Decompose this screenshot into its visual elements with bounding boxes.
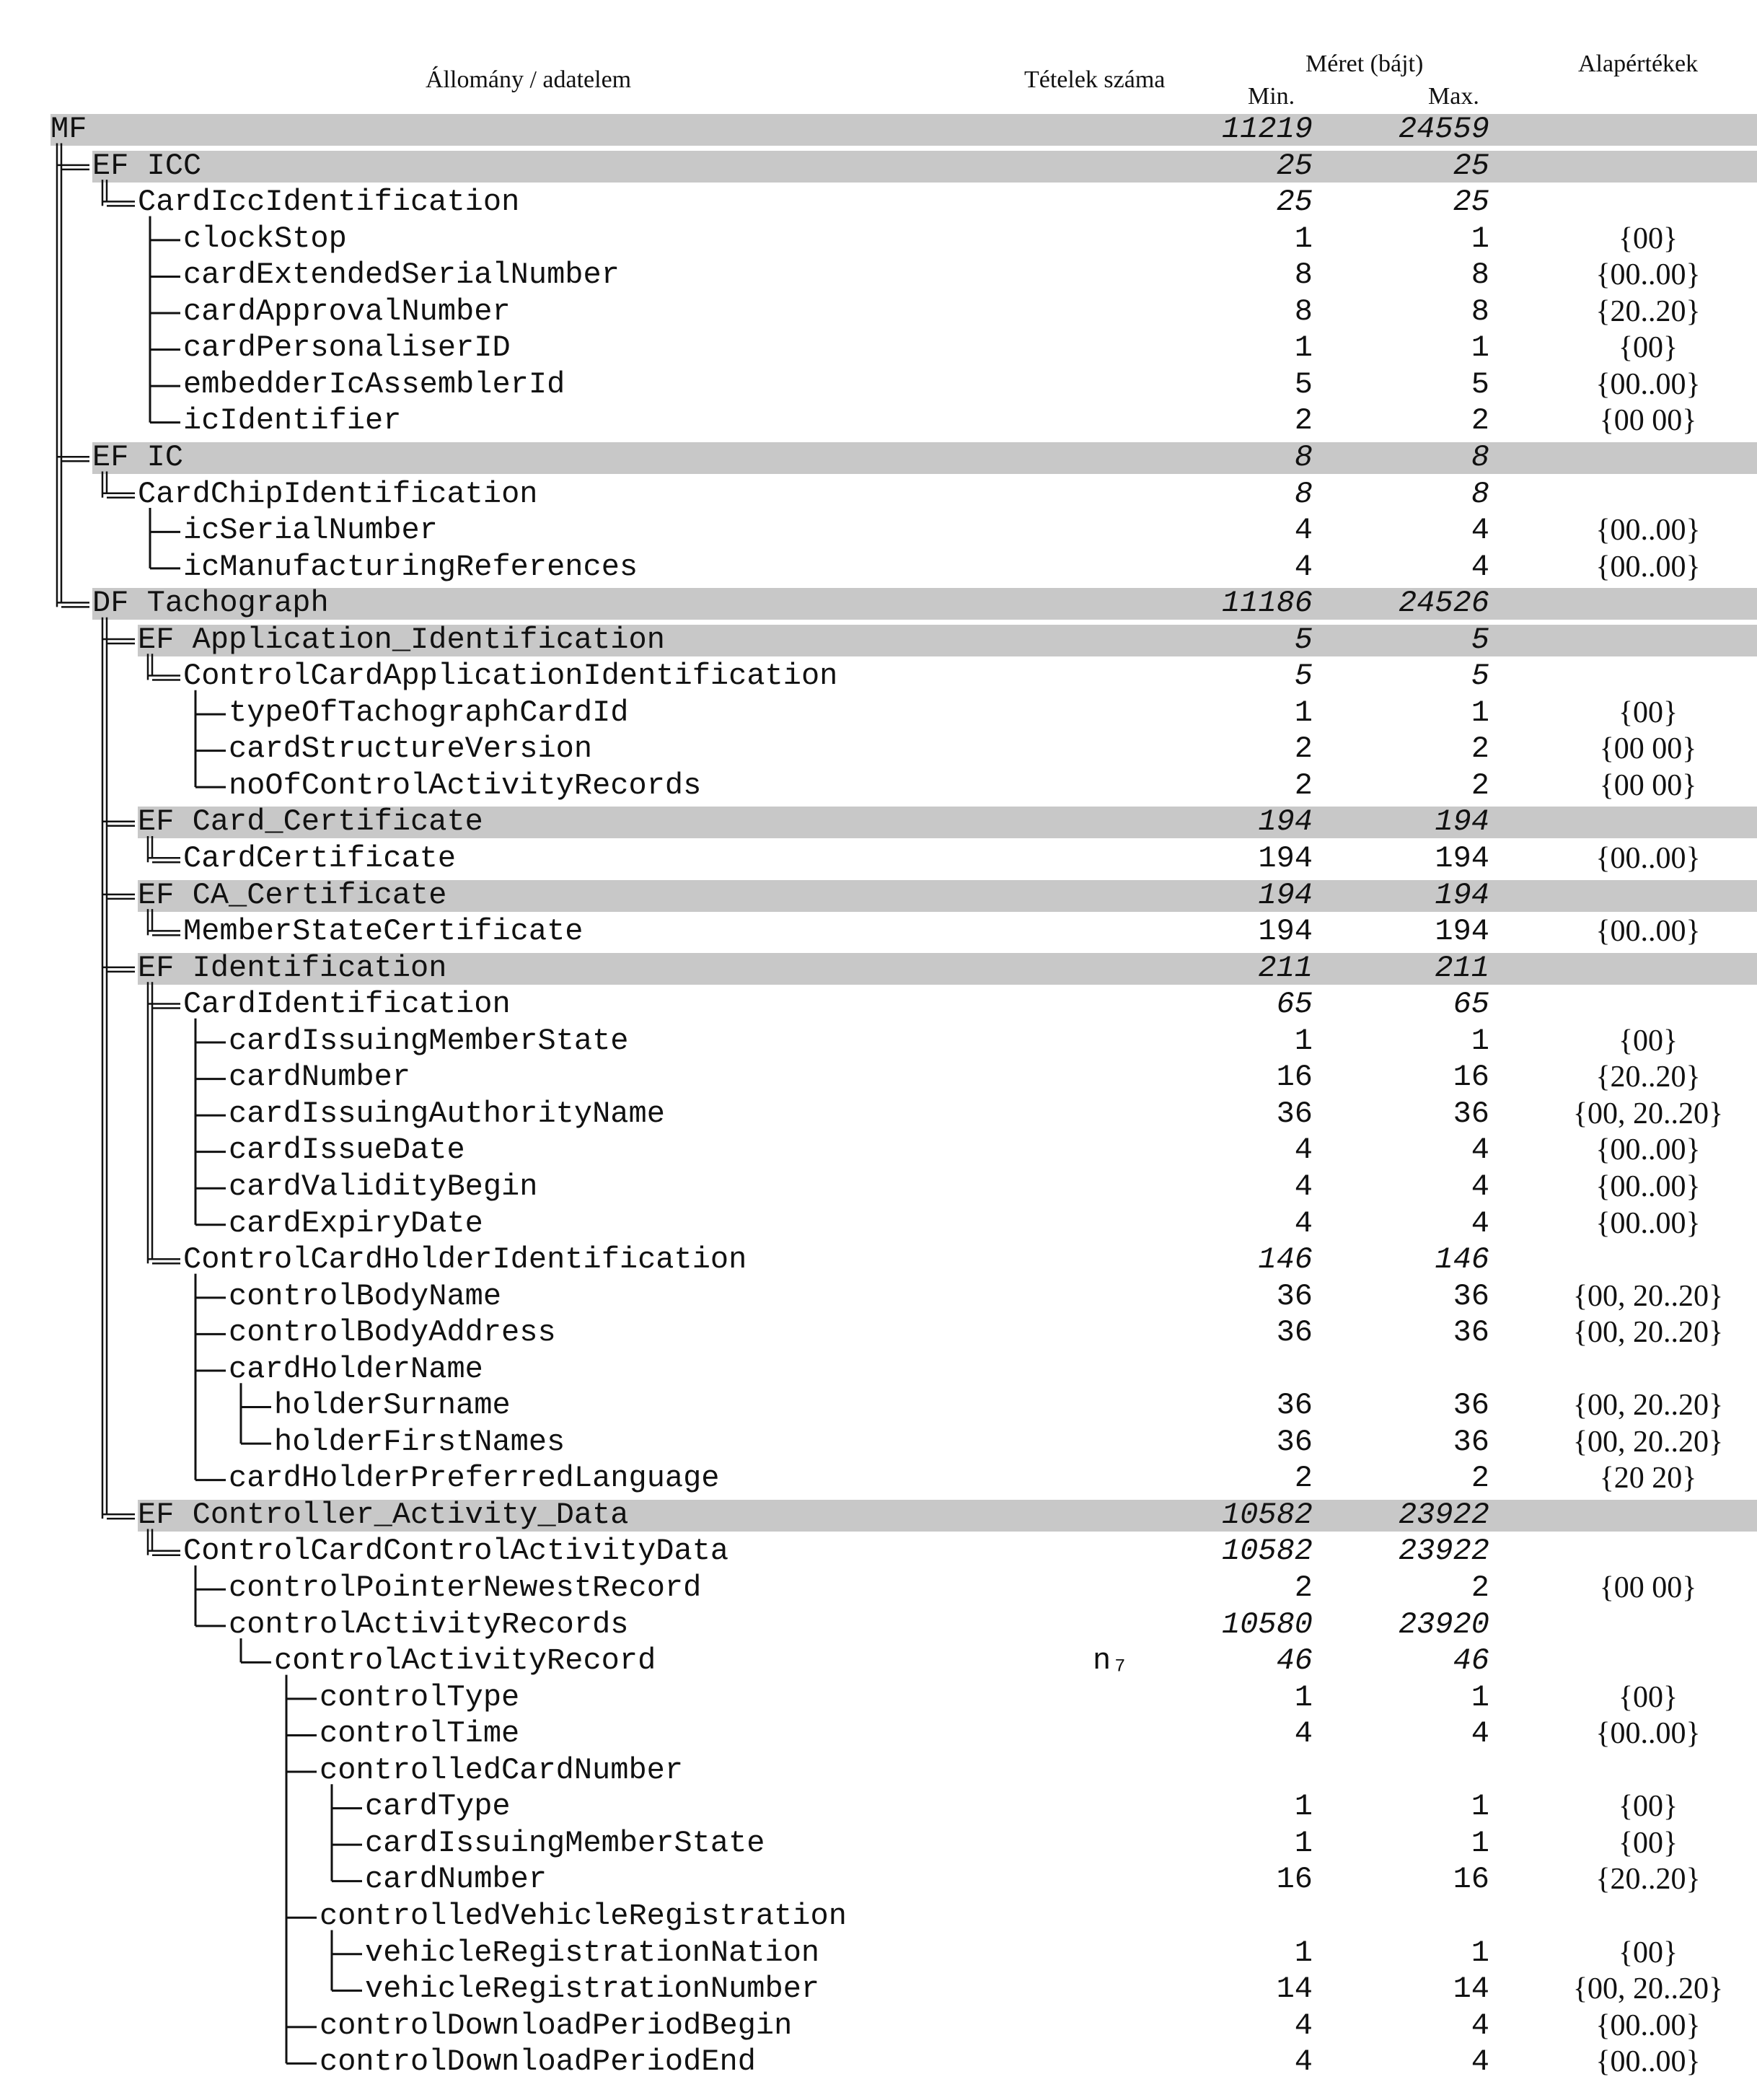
default-value: {00..00} xyxy=(1595,1169,1701,1203)
max-size: 194 xyxy=(1435,914,1489,949)
max-size: 8 xyxy=(1471,476,1489,511)
element-name: cardExpiryDate xyxy=(229,1205,483,1241)
element-name: cardStructureVersion xyxy=(229,732,593,767)
max-size: 4 xyxy=(1471,1133,1489,1168)
max-size: 4 xyxy=(1471,2008,1489,2043)
min-size: 1 xyxy=(1294,1825,1313,1860)
min-size: 8 xyxy=(1294,476,1313,511)
max-size: 1 xyxy=(1471,1789,1489,1824)
min-size: 16 xyxy=(1276,1060,1313,1095)
table-row xyxy=(0,840,1757,877)
min-size: 1 xyxy=(1294,221,1313,256)
element-name: CardIccIdentification xyxy=(138,185,520,220)
min-column-header: Min. xyxy=(1248,83,1295,110)
table-row xyxy=(0,366,1757,403)
table-row xyxy=(0,1351,1757,1387)
default-value: {00, 20..20} xyxy=(1572,1972,1724,2006)
min-size: 25 xyxy=(1276,148,1313,183)
table-row xyxy=(0,439,1757,475)
min-size: 4 xyxy=(1294,2008,1313,2043)
element-name: controlType xyxy=(320,1679,520,1715)
table-row xyxy=(0,512,1757,548)
max-size: 36 xyxy=(1453,1278,1489,1314)
max-size: 4 xyxy=(1471,1205,1489,1241)
element-name: controlledVehicleRegistration xyxy=(320,1898,847,1933)
max-size: 36 xyxy=(1453,1096,1489,1131)
element-name: EF Application_Identification xyxy=(138,622,665,657)
element-name: cardIssueDate xyxy=(229,1133,465,1168)
table-row xyxy=(0,1715,1757,1752)
default-value: {00..00} xyxy=(1595,367,1701,401)
min-size: 25 xyxy=(1276,185,1313,220)
table-row xyxy=(0,695,1757,731)
min-size: 10580 xyxy=(1221,1607,1313,1642)
element-name: vehicleRegistrationNumber xyxy=(365,1972,820,2007)
max-size: 194 xyxy=(1435,841,1489,876)
default-value: {00, 20..20} xyxy=(1572,1097,1724,1130)
min-size: 36 xyxy=(1276,1096,1313,1131)
default-value: {00..00} xyxy=(1595,842,1701,875)
element-name: controlledCardNumber xyxy=(320,1752,684,1788)
min-size: 4 xyxy=(1294,2044,1313,2080)
table-row xyxy=(0,1935,1757,1971)
element-name: ControlCardApplicationIdentification xyxy=(183,659,838,694)
element-name: cardIssuingAuthorityName xyxy=(229,1096,665,1131)
table-row xyxy=(0,1424,1757,1460)
table-row xyxy=(0,1497,1757,1533)
element-name: embedderIcAssemblerId xyxy=(183,366,565,402)
max-size: 194 xyxy=(1435,804,1489,840)
default-value: {00} xyxy=(1618,695,1678,729)
table-row xyxy=(0,768,1757,804)
element-name: CardCertificate xyxy=(183,841,457,876)
table-row xyxy=(0,1242,1757,1278)
min-size: 1 xyxy=(1294,1023,1313,1058)
max-size: 16 xyxy=(1453,1862,1489,1897)
row-highlight xyxy=(92,588,1757,620)
element-name: cardIssuingMemberState xyxy=(365,1825,765,1860)
min-size: 36 xyxy=(1276,1388,1313,1423)
min-size: 2 xyxy=(1294,768,1313,803)
table-row xyxy=(0,294,1757,330)
table-row xyxy=(0,148,1757,184)
file-column-header: Állomány / adatelem xyxy=(426,66,632,93)
max-size: 4 xyxy=(1471,1716,1489,1752)
table-row xyxy=(0,2044,1757,2080)
element-name: controlBodyAddress xyxy=(229,1315,556,1350)
element-name: ControlCardHolderIdentification xyxy=(183,1242,747,1278)
item-count: n₇ xyxy=(1093,1643,1130,1679)
table-row xyxy=(0,476,1757,512)
max-size: 36 xyxy=(1453,1388,1489,1423)
element-name: vehicleRegistrationNation xyxy=(365,1935,820,1970)
max-size: 5 xyxy=(1471,659,1489,694)
element-name: holderSurname xyxy=(274,1388,511,1423)
default-value: {00 00} xyxy=(1599,1571,1697,1604)
max-size: 36 xyxy=(1453,1315,1489,1350)
element-name: controlBodyName xyxy=(229,1278,502,1314)
min-size: 5 xyxy=(1294,622,1313,657)
table-row xyxy=(0,403,1757,439)
max-column-header: Max. xyxy=(1428,83,1479,110)
default-value: {00, 20..20} xyxy=(1572,1279,1724,1313)
max-size: 65 xyxy=(1453,987,1489,1022)
table-row xyxy=(0,986,1757,1022)
max-size: 1 xyxy=(1471,1825,1489,1860)
row-highlight xyxy=(92,151,1757,183)
max-size: 24526 xyxy=(1398,586,1489,621)
table-row xyxy=(0,1570,1757,1606)
max-size: 23922 xyxy=(1398,1534,1489,1569)
min-size: 4 xyxy=(1294,1716,1313,1752)
element-name: cardValidityBegin xyxy=(229,1169,538,1204)
min-size: 46 xyxy=(1276,1643,1313,1679)
max-size: 8 xyxy=(1471,258,1489,293)
element-name: icIdentifier xyxy=(183,403,402,439)
default-value: {00..00} xyxy=(1595,2008,1701,2042)
min-size: 4 xyxy=(1294,513,1313,548)
max-size: 14 xyxy=(1453,1972,1489,2007)
default-value: {00..00} xyxy=(1595,514,1701,548)
element-name: typeOfTachographCardId xyxy=(229,695,629,730)
table-row xyxy=(0,1096,1757,1132)
max-size: 2 xyxy=(1471,403,1489,439)
default-value: {00 00} xyxy=(1599,768,1697,802)
max-size: 24559 xyxy=(1398,112,1489,146)
element-name: EF Identification xyxy=(138,950,447,985)
min-size: 1 xyxy=(1294,1789,1313,1824)
default-value: {20 20} xyxy=(1599,1462,1697,1495)
table-row xyxy=(0,950,1757,986)
max-size: 2 xyxy=(1471,1570,1489,1605)
min-size: 11186 xyxy=(1221,586,1313,621)
table-row xyxy=(0,877,1757,913)
table-row xyxy=(0,1387,1757,1423)
max-size: 25 xyxy=(1453,148,1489,183)
default-value: {20..20} xyxy=(1595,1863,1701,1897)
min-size: 4 xyxy=(1294,549,1313,584)
default-value: {00} xyxy=(1618,1680,1678,1714)
max-size: 1 xyxy=(1471,330,1489,366)
element-name: MF xyxy=(50,112,87,146)
max-size: 4 xyxy=(1471,513,1489,548)
default-value: {00..00} xyxy=(1595,1133,1701,1167)
table-row xyxy=(0,1679,1757,1715)
table-row xyxy=(0,1169,1757,1205)
table-row xyxy=(0,221,1757,257)
max-size: 5 xyxy=(1471,622,1489,657)
max-size: 2 xyxy=(1471,768,1489,803)
element-name: ControlCardControlActivityData xyxy=(183,1534,729,1569)
max-size: 1 xyxy=(1471,695,1489,730)
max-size: 8 xyxy=(1471,294,1489,329)
table-row xyxy=(0,1278,1757,1314)
element-name: holderFirstNames xyxy=(274,1424,565,1459)
element-name: cardPersonaliserID xyxy=(183,330,511,366)
element-name: cardNumber xyxy=(229,1060,411,1095)
element-name: EF ICC xyxy=(92,148,202,183)
default-value: {00} xyxy=(1618,1790,1678,1824)
default-value: {00..00} xyxy=(1595,1206,1701,1240)
min-size: 194 xyxy=(1258,914,1313,949)
max-size: 4 xyxy=(1471,2044,1489,2080)
default-value: {00, 20..20} xyxy=(1572,1389,1724,1423)
element-name: clockStop xyxy=(183,221,347,256)
element-name: cardIssuingMemberState xyxy=(229,1023,629,1058)
element-name: cardType xyxy=(365,1789,511,1824)
max-size: 36 xyxy=(1453,1424,1489,1459)
default-value: {00..00} xyxy=(1595,915,1701,949)
max-size: 23922 xyxy=(1398,1497,1489,1532)
max-size: 4 xyxy=(1471,549,1489,584)
table-row xyxy=(0,1023,1757,1059)
max-size: 8 xyxy=(1471,439,1489,475)
max-size: 194 xyxy=(1435,877,1489,913)
element-name: icSerialNumber xyxy=(183,513,438,548)
min-size: 10582 xyxy=(1221,1534,1313,1569)
min-size: 2 xyxy=(1294,1570,1313,1605)
default-value: {00} xyxy=(1618,1826,1678,1860)
min-size: 194 xyxy=(1258,877,1313,913)
default-value: {00 00} xyxy=(1599,732,1697,766)
min-size: 16 xyxy=(1276,1862,1313,1897)
table-row xyxy=(0,1861,1757,1897)
element-name: EF Controller_Activity_Data xyxy=(138,1497,629,1532)
element-name: noOfControlActivityRecords xyxy=(229,768,702,803)
min-size: 5 xyxy=(1294,366,1313,402)
table-row xyxy=(0,622,1757,658)
element-name: controlDownloadPeriodBegin xyxy=(320,2008,793,2043)
default-value: {00 00} xyxy=(1599,404,1697,438)
row-highlight xyxy=(92,442,1757,474)
table-row xyxy=(0,1533,1757,1569)
element-name: icManufacturingReferences xyxy=(183,549,638,584)
default-value: {00} xyxy=(1618,331,1678,365)
min-size: 194 xyxy=(1258,841,1313,876)
min-size: 4 xyxy=(1294,1169,1313,1204)
table-row xyxy=(0,1059,1757,1095)
element-name: EF IC xyxy=(92,439,184,475)
default-column-header: Alapértékek xyxy=(1578,50,1699,77)
table-row xyxy=(0,549,1757,585)
min-size: 211 xyxy=(1258,950,1313,985)
min-size: 194 xyxy=(1258,804,1313,840)
element-name: controlActivityRecords xyxy=(229,1607,629,1642)
max-size: 211 xyxy=(1435,950,1489,985)
min-size: 1 xyxy=(1294,695,1313,730)
max-size: 146 xyxy=(1435,1242,1489,1278)
element-name: controlActivityRecord xyxy=(274,1643,656,1679)
table-row xyxy=(0,658,1757,694)
min-size: 2 xyxy=(1294,403,1313,439)
table-row xyxy=(0,1132,1757,1168)
table-row xyxy=(0,913,1757,949)
element-name: CardIdentification xyxy=(183,987,511,1022)
min-size: 10582 xyxy=(1221,1497,1313,1532)
table-row xyxy=(0,1752,1757,1788)
min-size: 1 xyxy=(1294,330,1313,366)
min-size: 4 xyxy=(1294,1205,1313,1241)
min-size: 65 xyxy=(1276,987,1313,1022)
max-size: 1 xyxy=(1471,1935,1489,1970)
min-size: 5 xyxy=(1294,659,1313,694)
min-size: 11219 xyxy=(1221,112,1313,146)
element-name: MemberStateCertificate xyxy=(183,914,584,949)
min-size: 8 xyxy=(1294,294,1313,329)
element-name: CardChipIdentification xyxy=(138,476,538,511)
default-value: {20..20} xyxy=(1595,294,1701,328)
default-value: {00} xyxy=(1618,1936,1678,1969)
min-size: 36 xyxy=(1276,1278,1313,1314)
element-name: cardHolderName xyxy=(229,1351,483,1387)
table-row xyxy=(0,257,1757,293)
min-size: 1 xyxy=(1294,1679,1313,1715)
table-row xyxy=(0,1607,1757,1643)
default-value: {00, 20..20} xyxy=(1572,1425,1724,1459)
table-row xyxy=(0,2008,1757,2044)
table-row xyxy=(0,1971,1757,2007)
table-row xyxy=(0,1460,1757,1496)
max-size: 1 xyxy=(1471,221,1489,256)
max-size: 1 xyxy=(1471,1023,1489,1058)
max-size: 23920 xyxy=(1398,1607,1489,1642)
default-value: {00..00} xyxy=(1595,550,1701,584)
table-row xyxy=(0,330,1757,366)
element-name: cardExtendedSerialNumber xyxy=(183,258,620,293)
max-size: 16 xyxy=(1453,1060,1489,1095)
element-name: controlTime xyxy=(320,1716,520,1752)
element-name: DF Tachograph xyxy=(92,586,329,621)
max-size: 5 xyxy=(1471,366,1489,402)
table-row xyxy=(0,1825,1757,1861)
min-size: 36 xyxy=(1276,1315,1313,1350)
table-row xyxy=(0,1205,1757,1242)
element-name: cardNumber xyxy=(365,1862,547,1897)
table-row xyxy=(0,111,1757,147)
default-value: {20..20} xyxy=(1595,1060,1701,1094)
max-size: 2 xyxy=(1471,732,1489,767)
table-row xyxy=(0,184,1757,220)
default-value: {00, 20..20} xyxy=(1572,1316,1724,1350)
min-size: 8 xyxy=(1294,439,1313,475)
max-size: 2 xyxy=(1471,1461,1489,1496)
row-highlight xyxy=(50,114,1757,146)
min-size: 4 xyxy=(1294,1133,1313,1168)
min-size: 1 xyxy=(1294,1935,1313,1970)
default-value: {00} xyxy=(1618,1024,1678,1058)
default-value: {00} xyxy=(1618,221,1678,255)
table-row xyxy=(0,731,1757,767)
default-value: {00..00} xyxy=(1595,1717,1701,1751)
element-name: EF CA_Certificate xyxy=(138,877,447,913)
element-name: cardApprovalNumber xyxy=(183,294,511,329)
table-row xyxy=(0,804,1757,840)
max-size: 46 xyxy=(1453,1643,1489,1679)
size-column-header: Méret (bájt) xyxy=(1305,50,1424,77)
table-row xyxy=(0,585,1757,621)
default-value: {00..00} xyxy=(1595,2045,1701,2079)
table-row xyxy=(0,1314,1757,1350)
default-value: {00..00} xyxy=(1595,258,1701,292)
table-row xyxy=(0,1898,1757,1934)
max-size: 4 xyxy=(1471,1169,1489,1204)
table-row xyxy=(0,1788,1757,1824)
min-size: 8 xyxy=(1294,258,1313,293)
element-name: controlPointerNewestRecord xyxy=(229,1570,702,1605)
min-size: 14 xyxy=(1276,1972,1313,2007)
count-column-header: Tételek száma xyxy=(1024,66,1166,93)
min-size: 2 xyxy=(1294,1461,1313,1496)
element-name: controlDownloadPeriodEnd xyxy=(320,2044,756,2080)
element-name: cardHolderPreferredLanguage xyxy=(229,1461,720,1496)
max-size: 25 xyxy=(1453,185,1489,220)
max-size: 1 xyxy=(1471,1679,1489,1715)
min-size: 146 xyxy=(1258,1242,1313,1278)
element-name: EF Card_Certificate xyxy=(138,804,483,840)
min-size: 36 xyxy=(1276,1424,1313,1459)
min-size: 2 xyxy=(1294,732,1313,767)
table-row xyxy=(0,1643,1757,1679)
